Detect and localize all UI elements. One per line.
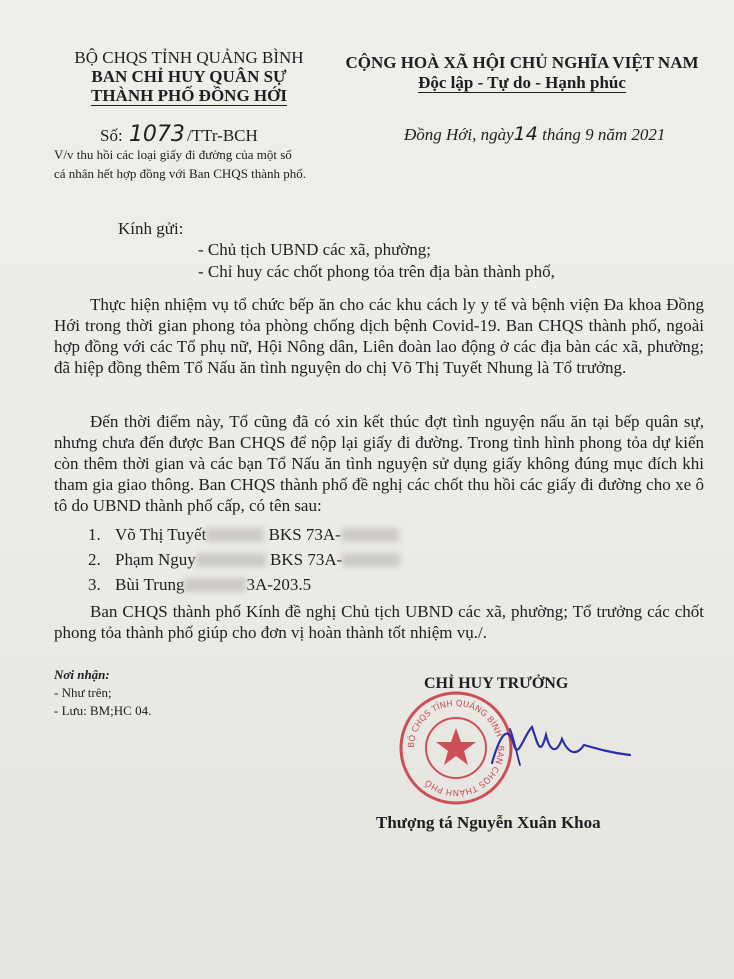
subject-line1: V/v thu hồi các loại giấy đi đường của một số bbox=[54, 147, 292, 162]
list-item-plate: 3A-203.5 bbox=[246, 575, 312, 594]
redaction bbox=[341, 528, 399, 542]
signature-title: CHỈ HUY TRƯỞNG bbox=[424, 675, 569, 692]
stamp-ring-text: BỘ CHQS TỈNH QUẢNG BÌNH · BAN CHQS THÀNH PHỐ bbox=[406, 698, 506, 798]
paragraph-2: Đến thời điểm này, Tổ cũng đã có xin kết thúc đợt tình nguyện nấu ăn tại bếp quân sự, nhưng chưa đến được Ban CHQS để nộp lại giấy đi đường. Trong tình hình phong tỏa dự kiến còn thêm thời gian và các bạn Tổ Nấu ăn tình nguyện sử dụng giấy không đúng mục đích khi tham gia giao thông. Ban CHQS thành phố đề nghị các chốt thu hồi các giấy đi đường cho xe ô tô do UBND thành phố cấp, có tên sau: bbox=[54, 412, 704, 515]
list-item-plate: BKS 73A- bbox=[268, 525, 341, 544]
header-left-line1: BỘ CHQS TỈNH QUẢNG BÌNH bbox=[74, 48, 304, 67]
list-item-number: 3. bbox=[88, 575, 101, 594]
recipient-1: - Chủ tịch UBND các xã, phường; bbox=[198, 240, 432, 259]
list-item-name: Bùi Trung bbox=[115, 575, 185, 594]
list-item-number: 2. bbox=[88, 550, 101, 569]
salutation: Kính gửi: bbox=[118, 219, 184, 238]
recipient-2: - Chỉ huy các chốt phong tỏa trên địa bàn thành phố, bbox=[198, 262, 555, 281]
list-item-plate: BKS 73A- bbox=[270, 550, 343, 569]
redaction bbox=[342, 553, 400, 567]
list-item-number: 1. bbox=[88, 525, 101, 544]
footer-recipients-title: Nơi nhận: bbox=[54, 667, 110, 682]
signer-name: Thượng tá Nguyễn Xuân Khoa bbox=[376, 813, 601, 832]
stamp-star-icon bbox=[436, 728, 476, 765]
header-left-line3-text: THÀNH PHỐ ĐỒNG HỚI bbox=[91, 86, 287, 105]
place-date-suffix: tháng 9 năm 2021 bbox=[542, 125, 666, 144]
doc-number bbox=[100, 124, 258, 146]
doc-number-suffix: /TTr-BCH bbox=[186, 126, 258, 145]
redaction bbox=[184, 578, 246, 592]
redaction bbox=[206, 528, 264, 542]
closing-paragraph: Ban CHQS thành phố Kính đề nghị Chủ tịch UBND các xã, phường; Tổ trưởng các chốt phong tỏa thành phố giúp cho đơn vị hoàn thành tốt nhiệm vụ./. bbox=[54, 602, 704, 642]
list-item bbox=[88, 524, 399, 545]
list-item bbox=[88, 574, 311, 595]
footer-recipient-2: - Lưu: BM;HC 04. bbox=[54, 703, 152, 718]
paragraph-1: Thực hiện nhiệm vụ tổ chức bếp ăn cho các khu cách ly y tế và bệnh viện Đa khoa Đồng Hới trong thời gian phong tỏa phòng chống dịch bệnh Covid-19. Ban CHQS thành phố, ngoài hợp đồng với các Tổ phụ nữ, Hội Nông dân, Liên đoàn lao động ở các địa bàn các xã, phường; đã hiệp đồng thêm Tổ Nấu ăn tình nguyện do chị Võ Thị Tuyết Nhung là Tổ trưởng. bbox=[54, 295, 704, 377]
header-left-line3 bbox=[54, 86, 324, 105]
subject-line2: cá nhân hết hợp đồng với Ban CHQS thành phố. bbox=[54, 166, 307, 181]
header-left-line2: BAN CHỈ HUY QUÂN SỰ bbox=[91, 67, 287, 86]
redaction bbox=[196, 553, 266, 567]
doc-number-label: Số: bbox=[100, 126, 123, 145]
handwritten-signature bbox=[480, 705, 640, 785]
place-date bbox=[404, 124, 665, 145]
header-right-line2 bbox=[322, 73, 722, 92]
list-item-name: Võ Thị Tuyết bbox=[115, 525, 207, 544]
header-right-motto: Độc lập - Tự do - Hạnh phúc bbox=[418, 73, 626, 92]
doc-number-handwritten: 1073 bbox=[128, 122, 185, 147]
list-item bbox=[88, 549, 400, 570]
place-date-prefix: Đồng Hới, ngày bbox=[404, 125, 514, 144]
place-date-day: 14 bbox=[513, 123, 538, 145]
list-item-name: Phạm Nguy bbox=[115, 550, 196, 569]
header-right-line1: CỘNG HOÀ XÃ HỘI CHỦ NGHĨA VIỆT NAM bbox=[345, 53, 699, 72]
footer-recipient-1: - Như trên; bbox=[54, 685, 112, 700]
